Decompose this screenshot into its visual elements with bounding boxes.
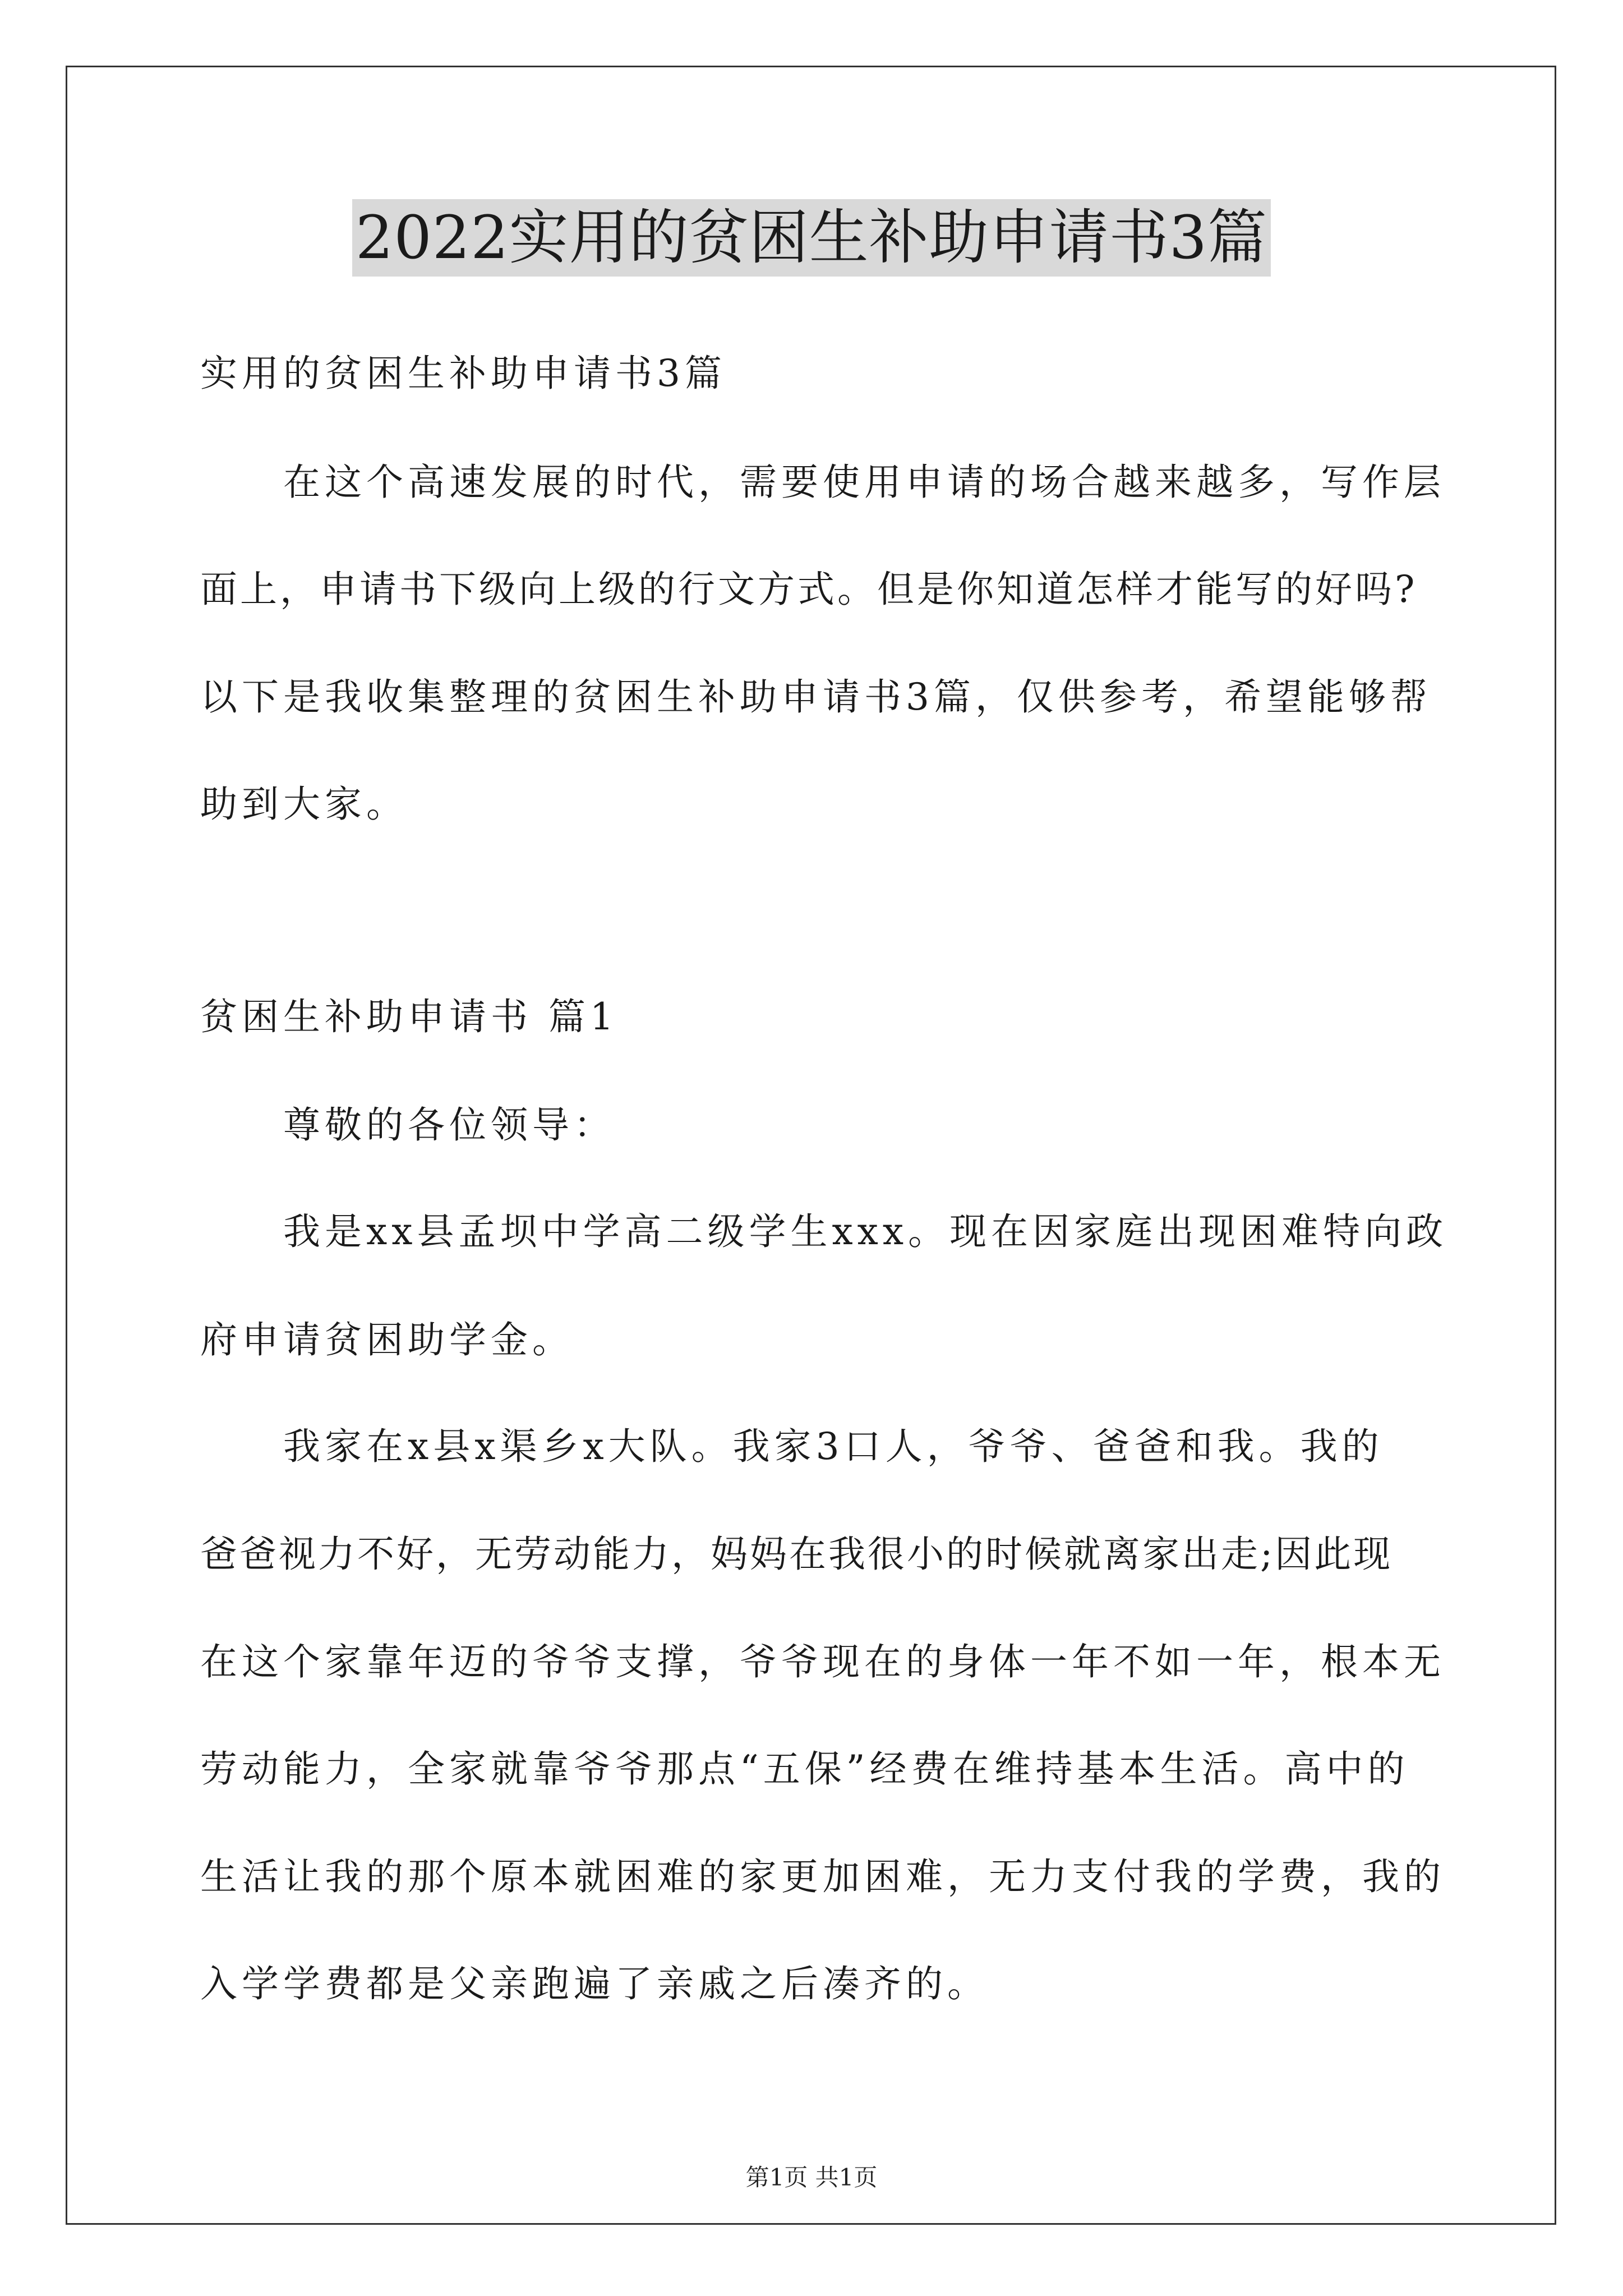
intro-line-3: 以下是我收集整理的贫困生补助申请书3篇，仅供参考，希望能够帮 [200,675,1432,719]
title-container [0,199,1623,277]
para2-line-1: 我家在x县x渠乡x大队。我家3口人，爷爷、爸爸和我。我的 [283,1425,1384,1468]
section-heading: 贫困生补助申请书 篇1 [200,995,618,1038]
page-indicator: 第1页 共1页 [745,2164,878,2191]
para2-line-5: 生活让我的那个原本就困难的家更加困难，无力支付我的学费，我的 [200,1855,1445,1898]
intro-line-1: 在这个高速发展的时代，需要使用申请的场合越来越多，写作层 [283,461,1445,504]
document-subtitle: 实用的贫困生补助申请书3篇 [200,352,726,395]
salutation: 尊敬的各位领导： [283,1103,615,1147]
intro-line-2: 面上，申请书下级向上级的行文方式。但是你知道怎样才能写的好吗? [200,568,1418,611]
intro-line-4: 助到大家。 [200,783,408,826]
para2-line-2: 爸爸视力不好，无劳动能力，妈妈在我很小的时候就离家出走;因此现 [200,1533,1393,1576]
para1-line-2: 府申请贫困助学金。 [200,1318,574,1361]
para2-line-3: 在这个家靠年迈的爷爷支撑，爷爷现在的身体一年不如一年，根本无 [200,1640,1445,1683]
para1-line-1: 我是xx县孟坝中学高二级学生xxx。现在因家庭出现困难特向政 [283,1210,1448,1253]
para2-line-6: 入学学费都是父亲跑遍了亲戚之后凑齐的。 [200,1962,989,2005]
para2-line-4: 劳动能力，全家就靠爷爷那点“五保”经费在维持基本生活。高中的 [200,1747,1409,1791]
document-title: 2022实用的贫困生补助申请书3篇 [352,199,1271,277]
